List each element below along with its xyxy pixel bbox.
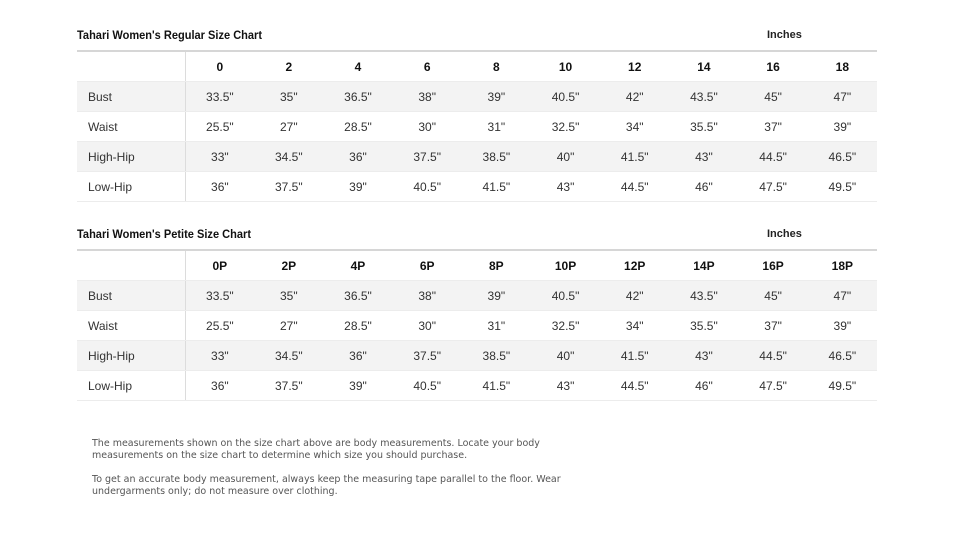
measurement-value: 41.5" bbox=[462, 172, 531, 202]
measurement-value: 30" bbox=[393, 112, 462, 142]
measurement-value: 47.5" bbox=[739, 172, 808, 202]
measurement-value: 41.5" bbox=[462, 371, 531, 401]
measurement-label: Bust bbox=[77, 82, 185, 112]
measurement-value: 31" bbox=[462, 311, 531, 341]
measurement-value: 46" bbox=[669, 172, 738, 202]
measurement-note: The measurements shown on the size chart above are body measurements. Locate your body measurements on the size chart to determine which size you should purchase. bbox=[92, 438, 540, 461]
table-row bbox=[77, 371, 877, 401]
size-header-cell: 8P bbox=[462, 251, 531, 281]
size-header-cell: 14P bbox=[669, 251, 738, 281]
size-header-cell: 10P bbox=[531, 251, 600, 281]
measurement-value: 38" bbox=[393, 281, 462, 311]
measurement-value: 42" bbox=[600, 82, 669, 112]
size-header-cell: 8 bbox=[462, 52, 531, 82]
measurement-value: 39" bbox=[323, 172, 392, 202]
measurement-value: 36" bbox=[323, 341, 392, 371]
measurement-value: 36.5" bbox=[323, 281, 392, 311]
measurement-label: Waist bbox=[77, 311, 185, 341]
measurement-value: 42" bbox=[600, 281, 669, 311]
measurement-value: 40" bbox=[531, 341, 600, 371]
size-header-cell: 18P bbox=[808, 251, 877, 281]
size-header-row bbox=[77, 251, 877, 281]
measurement-value: 37.5" bbox=[393, 341, 462, 371]
size-header-cell: 0 bbox=[185, 52, 254, 82]
measurement-value: 35" bbox=[254, 281, 323, 311]
table-row bbox=[77, 142, 877, 172]
size-header-blank bbox=[77, 52, 185, 82]
measurement-value: 34.5" bbox=[254, 142, 323, 172]
size-header-cell: 12 bbox=[600, 52, 669, 82]
measurement-value: 41.5" bbox=[600, 341, 669, 371]
measurement-value: 47" bbox=[808, 82, 877, 112]
measurement-value: 45" bbox=[739, 281, 808, 311]
measurement-value: 49.5" bbox=[808, 371, 877, 401]
measurement-label: Low-Hip bbox=[77, 172, 185, 202]
measurement-value: 39" bbox=[462, 82, 531, 112]
measurement-value: 47.5" bbox=[739, 371, 808, 401]
measurement-value: 35" bbox=[254, 82, 323, 112]
size-header-cell: 10 bbox=[531, 52, 600, 82]
table-row bbox=[77, 281, 877, 311]
measurement-value: 43" bbox=[669, 341, 738, 371]
size-header-cell: 16 bbox=[739, 52, 808, 82]
measurement-value: 39" bbox=[808, 311, 877, 341]
measurement-value: 40.5" bbox=[393, 371, 462, 401]
measurement-value: 33.5" bbox=[185, 82, 254, 112]
table-row bbox=[77, 172, 877, 202]
measurement-value: 49.5" bbox=[808, 172, 877, 202]
regular-chart-unit: Inches bbox=[767, 29, 802, 41]
measurement-value: 38" bbox=[393, 82, 462, 112]
measurement-value: 37.5" bbox=[254, 371, 323, 401]
measurement-value: 27" bbox=[254, 311, 323, 341]
measurement-value: 40" bbox=[531, 142, 600, 172]
measurement-label: High-Hip bbox=[77, 142, 185, 172]
measurement-value: 33.5" bbox=[185, 281, 254, 311]
size-header-cell: 12P bbox=[600, 251, 669, 281]
size-header-cell: 4 bbox=[323, 52, 392, 82]
table-row bbox=[77, 341, 877, 371]
measurement-value: 45" bbox=[739, 82, 808, 112]
measurement-value: 41.5" bbox=[600, 142, 669, 172]
table-row bbox=[77, 82, 877, 112]
measurement-value: 47" bbox=[808, 281, 877, 311]
size-header-blank bbox=[77, 251, 185, 281]
petite-size-table bbox=[77, 251, 877, 401]
measurement-value: 43" bbox=[531, 172, 600, 202]
regular-chart-header bbox=[77, 28, 877, 52]
measurement-value: 36" bbox=[185, 371, 254, 401]
measurement-label: High-Hip bbox=[77, 341, 185, 371]
size-header-cell: 2P bbox=[254, 251, 323, 281]
size-header-cell: 4P bbox=[323, 251, 392, 281]
measurement-value: 28.5" bbox=[323, 112, 392, 142]
measurement-value: 32.5" bbox=[531, 112, 600, 142]
measurement-notes bbox=[92, 438, 612, 510]
measurement-value: 34" bbox=[600, 311, 669, 341]
size-header-cell: 14 bbox=[669, 52, 738, 82]
measurement-value: 46.5" bbox=[808, 341, 877, 371]
measurement-value: 43" bbox=[669, 142, 738, 172]
measurement-value: 37" bbox=[739, 112, 808, 142]
measurement-value: 32.5" bbox=[531, 311, 600, 341]
measurement-value: 36.5" bbox=[323, 82, 392, 112]
measurement-value: 31" bbox=[462, 112, 531, 142]
measurement-value: 25.5" bbox=[185, 311, 254, 341]
accuracy-note: To get an accurate body measurement, always keep the measuring tape parallel to the floor. Wear undergarments only; do not measure over clothing. bbox=[92, 474, 561, 497]
measurement-value: 35.5" bbox=[669, 311, 738, 341]
measurement-value: 39" bbox=[462, 281, 531, 311]
measurement-value: 40.5" bbox=[531, 281, 600, 311]
measurement-value: 39" bbox=[323, 371, 392, 401]
size-header-cell: 18 bbox=[808, 52, 877, 82]
petite-size-chart bbox=[77, 227, 877, 401]
measurement-value: 36" bbox=[185, 172, 254, 202]
size-header-cell: 6 bbox=[393, 52, 462, 82]
size-header-cell: 0P bbox=[185, 251, 254, 281]
measurement-value: 36" bbox=[323, 142, 392, 172]
measurement-value: 38.5" bbox=[462, 341, 531, 371]
measurement-value: 37" bbox=[739, 311, 808, 341]
measurement-value: 46" bbox=[669, 371, 738, 401]
measurement-value: 44.5" bbox=[739, 142, 808, 172]
measurement-value: 30" bbox=[393, 311, 462, 341]
petite-chart-unit: Inches bbox=[767, 228, 802, 240]
measurement-value: 25.5" bbox=[185, 112, 254, 142]
size-header-cell: 2 bbox=[254, 52, 323, 82]
measurement-value: 40.5" bbox=[531, 82, 600, 112]
measurement-value: 37.5" bbox=[393, 142, 462, 172]
measurement-value: 43.5" bbox=[669, 82, 738, 112]
regular-size-table bbox=[77, 52, 877, 202]
measurement-value: 33" bbox=[185, 142, 254, 172]
measurement-value: 40.5" bbox=[393, 172, 462, 202]
petite-chart-title: Tahari Women's Petite Size Chart bbox=[77, 227, 251, 241]
measurement-value: 39" bbox=[808, 112, 877, 142]
measurement-value: 38.5" bbox=[462, 142, 531, 172]
petite-chart-header bbox=[77, 227, 877, 251]
size-header-cell: 16P bbox=[739, 251, 808, 281]
measurement-value: 35.5" bbox=[669, 112, 738, 142]
measurement-label: Bust bbox=[77, 281, 185, 311]
measurement-label: Low-Hip bbox=[77, 371, 185, 401]
table-row bbox=[77, 112, 877, 142]
measurement-value: 34.5" bbox=[254, 341, 323, 371]
measurement-value: 44.5" bbox=[739, 341, 808, 371]
measurement-value: 27" bbox=[254, 112, 323, 142]
regular-chart-title: Tahari Women's Regular Size Chart bbox=[77, 28, 263, 42]
measurement-value: 43" bbox=[531, 371, 600, 401]
measurement-value: 37.5" bbox=[254, 172, 323, 202]
regular-size-chart bbox=[77, 28, 877, 202]
measurement-label: Waist bbox=[77, 112, 185, 142]
table-row bbox=[77, 311, 877, 341]
measurement-value: 46.5" bbox=[808, 142, 877, 172]
measurement-value: 33" bbox=[185, 341, 254, 371]
measurement-value: 44.5" bbox=[600, 371, 669, 401]
size-header-cell: 6P bbox=[393, 251, 462, 281]
measurement-value: 44.5" bbox=[600, 172, 669, 202]
size-header-row bbox=[77, 52, 877, 82]
measurement-value: 34" bbox=[600, 112, 669, 142]
measurement-value: 28.5" bbox=[323, 311, 392, 341]
measurement-value: 43.5" bbox=[669, 281, 738, 311]
